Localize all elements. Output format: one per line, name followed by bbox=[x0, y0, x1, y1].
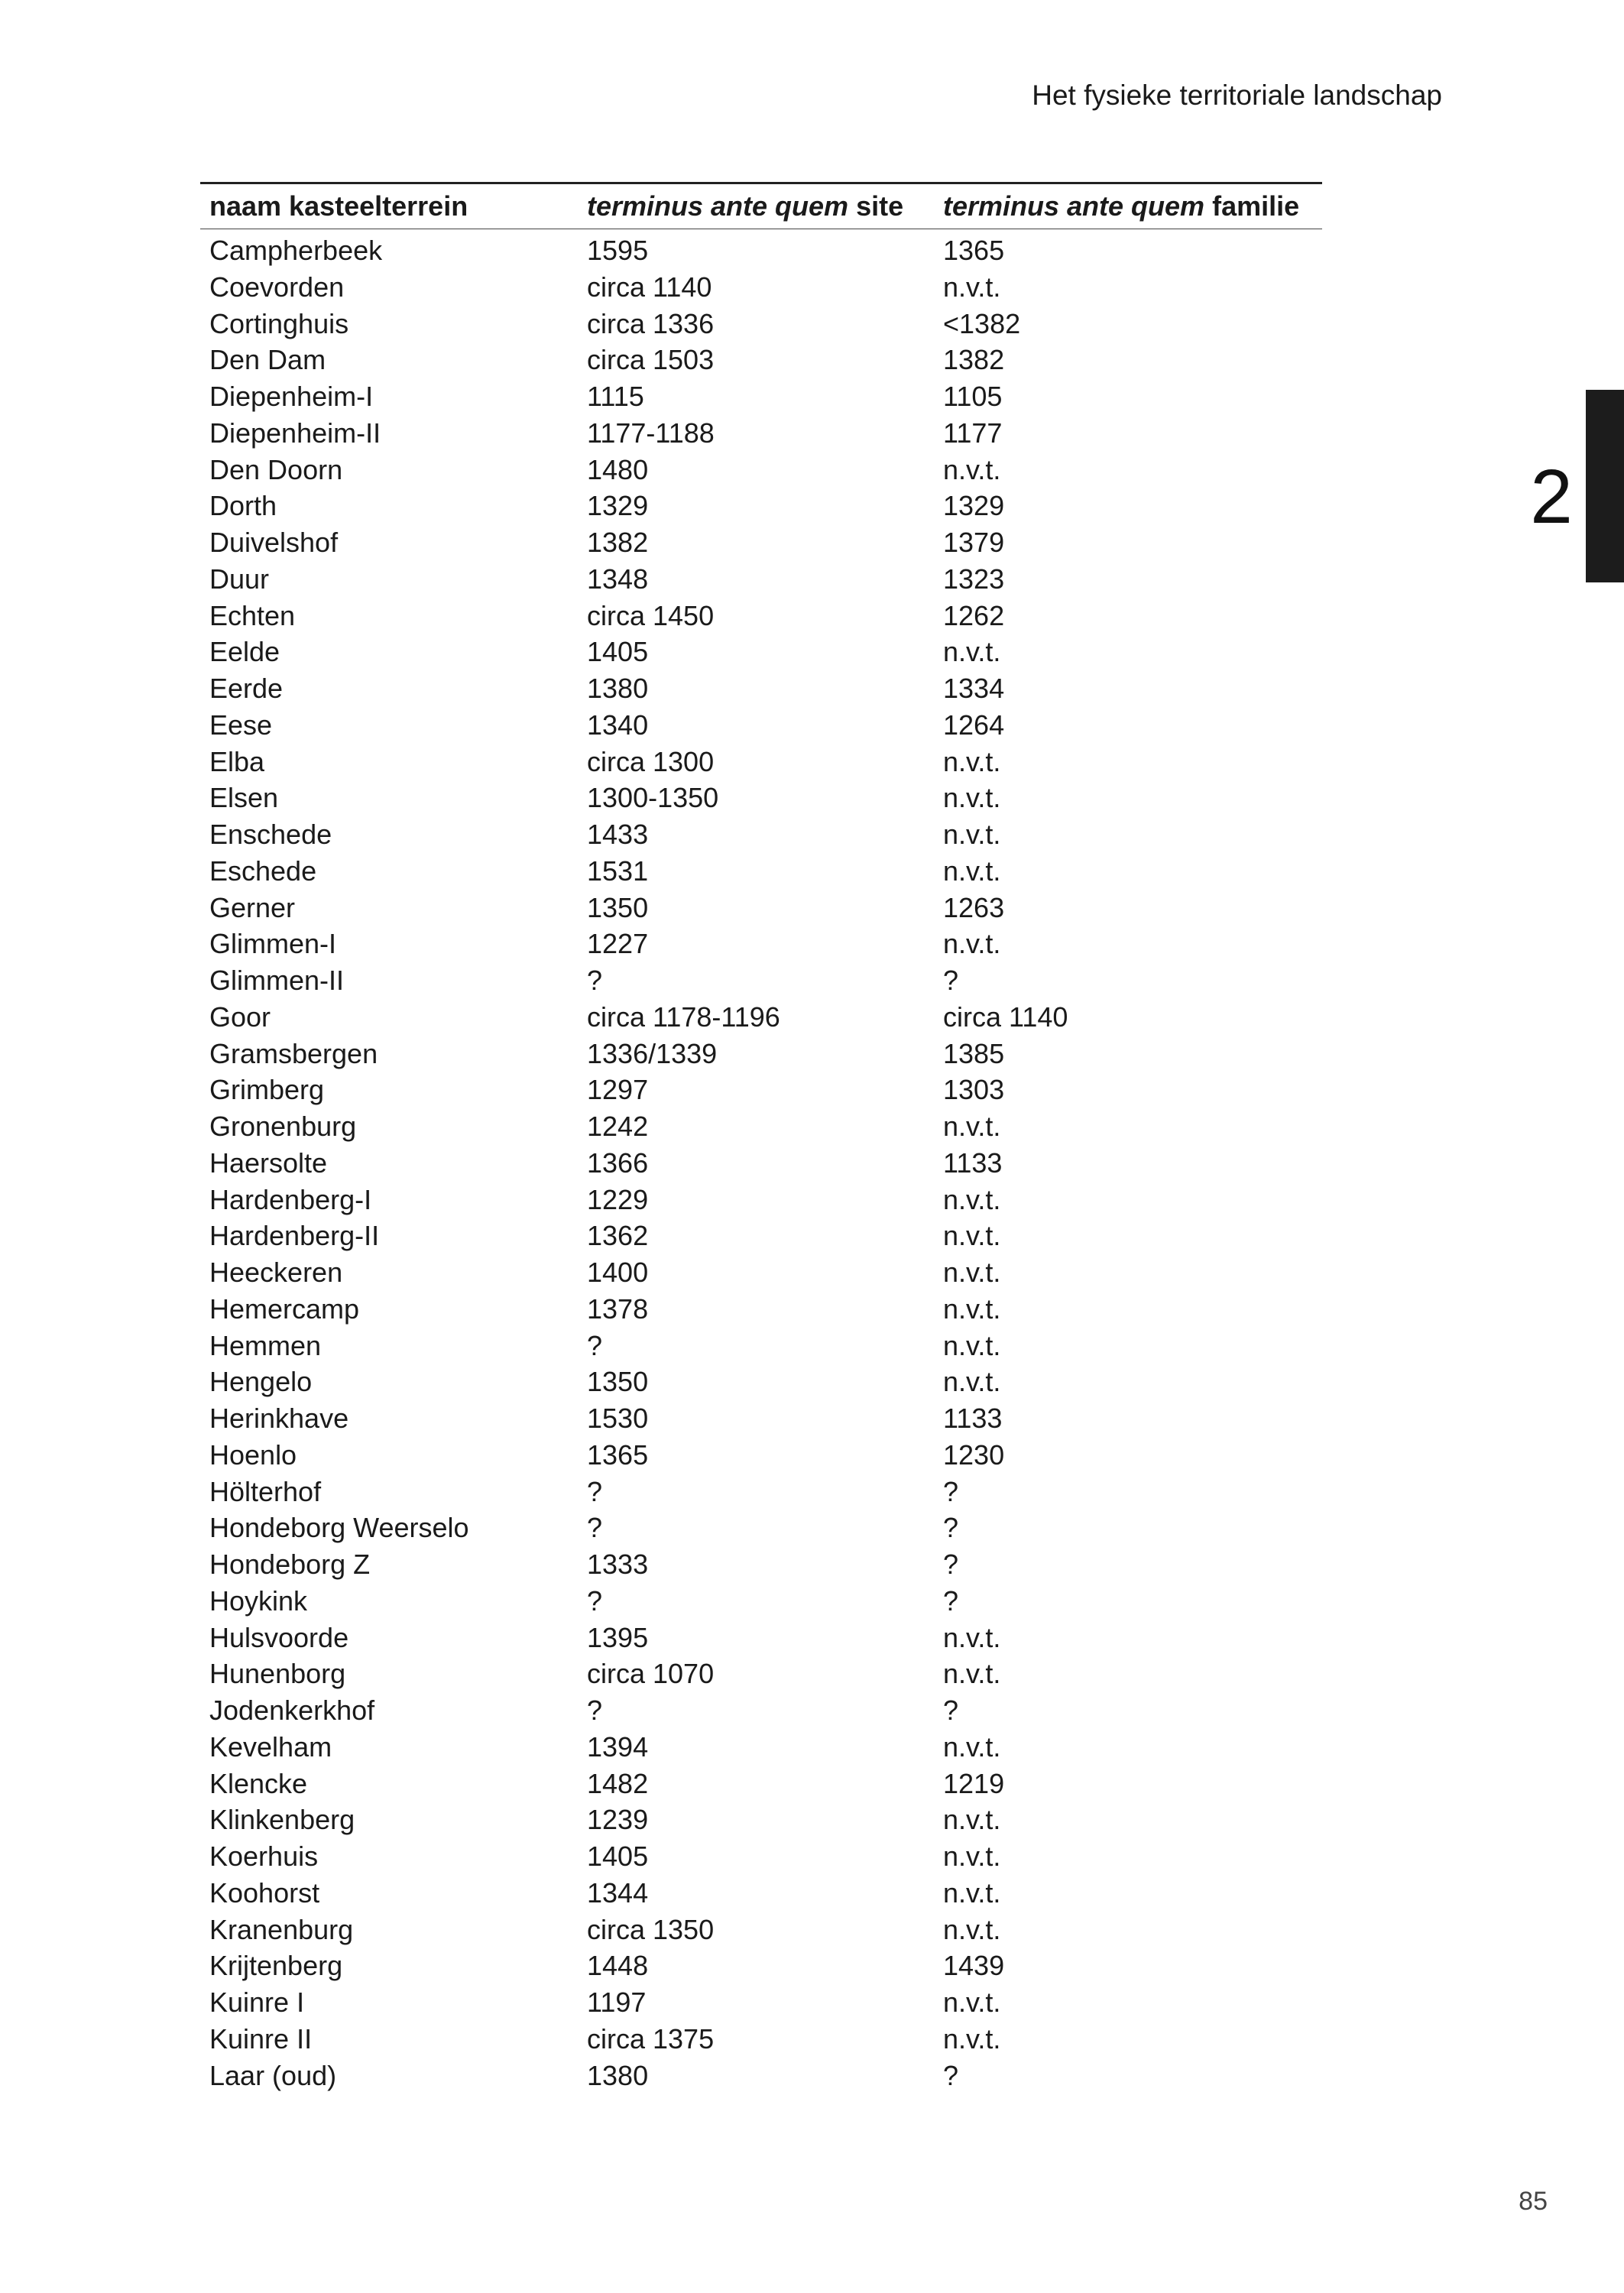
table-row bbox=[200, 890, 1322, 926]
taq-site-cell: 1336/1339 bbox=[587, 1037, 718, 1069]
taq-family-cell: n.v.t. bbox=[943, 1220, 1001, 1252]
table-row bbox=[200, 2058, 1322, 2094]
site-name-cell: Echten bbox=[209, 599, 296, 631]
table-row bbox=[200, 1072, 1322, 1108]
taq-family-cell: n.v.t. bbox=[943, 745, 1001, 777]
taq-family-cell: 1264 bbox=[943, 709, 1005, 741]
taq-family-cell: ? bbox=[943, 1695, 959, 1726]
taq-site-cell: circa 1336 bbox=[587, 307, 715, 339]
site-name-cell: Haersolte bbox=[209, 1146, 328, 1179]
taq-family-cell: 1439 bbox=[943, 1950, 1005, 1982]
column-header-site-name: naam kasteelterrein bbox=[209, 190, 468, 222]
taq-site-cell: circa 1503 bbox=[587, 344, 715, 376]
taq-family-cell: ? bbox=[943, 965, 959, 996]
table-row bbox=[200, 2021, 1322, 2058]
taq-family-cell: ? bbox=[943, 2059, 959, 2091]
taq-site-cell: ? bbox=[587, 1329, 603, 1361]
table-header-row bbox=[200, 184, 1322, 229]
taq-family-cell: n.v.t. bbox=[943, 1329, 1001, 1361]
taq-site-cell: 1378 bbox=[587, 1292, 649, 1325]
site-name-cell: Klinkenberg bbox=[209, 1804, 355, 1836]
taq-family-cell: n.v.t. bbox=[943, 636, 1001, 668]
taq-family-cell: 1263 bbox=[943, 891, 1005, 923]
site-name-cell: Kranenburg bbox=[209, 1913, 354, 1945]
taq-family-cell: ? bbox=[943, 1512, 959, 1544]
taq-family-cell: n.v.t. bbox=[943, 782, 1001, 814]
site-name-cell: Hölterhof bbox=[209, 1475, 322, 1507]
taq-site-cell: ? bbox=[587, 965, 603, 996]
site-name-cell: Hardenberg-I bbox=[209, 1183, 372, 1215]
taq-family-cell: 1382 bbox=[943, 344, 1005, 376]
table-body bbox=[200, 232, 1322, 2094]
site-name-cell: Duivelshof bbox=[209, 527, 339, 558]
site-name-cell: Coevorden bbox=[209, 271, 345, 303]
taq-family-cell: 1323 bbox=[943, 563, 1005, 595]
taq-site-cell: 1400 bbox=[587, 1257, 649, 1288]
table-row bbox=[200, 1838, 1322, 1875]
site-name-cell: Glimmen-I bbox=[209, 928, 337, 960]
taq-site-cell: circa 1450 bbox=[587, 599, 715, 631]
taq-site-cell: 1344 bbox=[587, 1876, 649, 1909]
site-name-cell: Hulsvoorde bbox=[209, 1621, 349, 1653]
taq-site-cell: 1333 bbox=[587, 1549, 649, 1580]
table-row bbox=[200, 524, 1322, 561]
taq-site-cell: 1350 bbox=[587, 1366, 649, 1398]
table-row bbox=[200, 1802, 1322, 1838]
taq-family-cell: n.v.t. bbox=[943, 453, 1001, 485]
table-row bbox=[200, 1291, 1322, 1328]
site-name-cell: Koerhuis bbox=[209, 1841, 319, 1872]
taq-family-cell: 1219 bbox=[943, 1767, 1005, 1799]
table-row bbox=[200, 1218, 1322, 1254]
taq-site-cell: 1405 bbox=[587, 636, 649, 668]
table-row bbox=[200, 1474, 1322, 1510]
taq-site-cell: 1297 bbox=[587, 1074, 649, 1106]
table-row bbox=[200, 378, 1322, 415]
table-row bbox=[200, 598, 1322, 634]
taq-site-cell: 1380 bbox=[587, 2059, 649, 2091]
site-name-cell: Koohorst bbox=[209, 1876, 320, 1909]
site-name-cell: Kuinre II bbox=[209, 2022, 313, 2055]
taq-family-cell: n.v.t. bbox=[943, 819, 1001, 850]
chapter-number: 2 bbox=[1530, 454, 1573, 540]
taq-family-cell: n.v.t. bbox=[943, 1183, 1001, 1215]
site-name-cell: Hengelo bbox=[209, 1366, 313, 1398]
running-header: Het fysieke territoriale landschap bbox=[1032, 79, 1442, 111]
table-row bbox=[200, 999, 1322, 1036]
taq-site-cell: 1350 bbox=[587, 891, 649, 923]
table-row bbox=[200, 926, 1322, 962]
taq-site-cell: 1482 bbox=[587, 1767, 649, 1799]
taq-site-cell: circa 1140 bbox=[587, 271, 712, 303]
taq-family-cell: n.v.t. bbox=[943, 1292, 1001, 1325]
taq-site-cell: 1115 bbox=[587, 381, 644, 412]
site-name-cell: Diepenheim-II bbox=[209, 417, 381, 449]
table-row bbox=[200, 744, 1322, 780]
taq-site-cell: 1227 bbox=[587, 928, 649, 960]
table-row bbox=[200, 452, 1322, 488]
site-name-cell: Enschede bbox=[209, 819, 332, 850]
taq-site-cell: 1229 bbox=[587, 1183, 649, 1215]
site-name-cell: Herinkhave bbox=[209, 1403, 349, 1434]
taq-site-cell: circa 1375 bbox=[587, 2022, 715, 2055]
table-row bbox=[200, 1546, 1322, 1583]
taq-family-cell: 1385 bbox=[943, 1037, 1005, 1069]
site-name-cell: Goor bbox=[209, 1001, 271, 1033]
taq-family-cell: n.v.t. bbox=[943, 1841, 1001, 1872]
taq-family-cell: 1262 bbox=[943, 599, 1005, 631]
taq-family-cell: 1133 bbox=[943, 1403, 1003, 1434]
table-row bbox=[200, 853, 1322, 890]
taq-site-cell: 1366 bbox=[587, 1146, 649, 1179]
table-row bbox=[200, 306, 1322, 342]
taq-site-cell: 1405 bbox=[587, 1841, 649, 1872]
table-row bbox=[200, 1729, 1322, 1766]
taq-site-cell: 1480 bbox=[587, 453, 649, 485]
taq-site-cell: ? bbox=[587, 1695, 603, 1726]
site-name-cell: Jodenkerkhof bbox=[209, 1695, 375, 1726]
taq-family-cell: 1303 bbox=[943, 1074, 1005, 1106]
site-name-cell: Eschede bbox=[209, 855, 317, 887]
taq-site-cell: ? bbox=[587, 1475, 603, 1507]
table-row bbox=[200, 1912, 1322, 1948]
column-header-taq-site: terminus ante quem site bbox=[587, 190, 904, 222]
site-name-cell: Grimberg bbox=[209, 1074, 325, 1106]
taq-family-cell: n.v.t. bbox=[943, 1987, 1001, 2018]
taq-family-cell: n.v.t. bbox=[943, 1257, 1001, 1288]
site-name-cell: Gerner bbox=[209, 891, 296, 923]
site-name-cell: Kuinre I bbox=[209, 1987, 305, 2018]
table-row bbox=[200, 634, 1322, 670]
taq-site-cell: circa 1300 bbox=[587, 745, 715, 777]
taq-family-cell: 1379 bbox=[943, 527, 1005, 558]
site-name-cell: Eese bbox=[209, 709, 273, 741]
data-table bbox=[200, 184, 1322, 229]
taq-site-cell: 1595 bbox=[587, 235, 649, 266]
taq-family-cell: n.v.t. bbox=[943, 928, 1001, 960]
taq-site-cell: 1300-1350 bbox=[587, 782, 719, 814]
table-row bbox=[200, 269, 1322, 306]
site-name-cell: Den Doorn bbox=[209, 453, 343, 485]
taq-site-cell: 1197 bbox=[587, 1987, 647, 2018]
taq-family-cell: n.v.t. bbox=[943, 1366, 1001, 1398]
taq-family-cell: n.v.t. bbox=[943, 2022, 1001, 2055]
taq-family-cell: circa 1140 bbox=[943, 1001, 1068, 1033]
taq-family-cell: n.v.t. bbox=[943, 1111, 1001, 1142]
taq-site-cell: 1530 bbox=[587, 1403, 649, 1434]
table-row bbox=[200, 342, 1322, 378]
table-row bbox=[200, 707, 1322, 744]
taq-family-cell: 1230 bbox=[943, 1438, 1005, 1471]
taq-family-cell: 1334 bbox=[943, 673, 1005, 704]
taq-family-cell: 1133 bbox=[943, 1146, 1003, 1179]
table-row bbox=[200, 670, 1322, 707]
taq-site-cell: 1394 bbox=[587, 1730, 649, 1763]
taq-site-cell: 1382 bbox=[587, 527, 649, 558]
taq-family-cell: n.v.t. bbox=[943, 1913, 1001, 1945]
site-name-cell: Gramsbergen bbox=[209, 1037, 378, 1069]
taq-site-cell: circa 1178-1196 bbox=[587, 1001, 780, 1033]
site-name-cell: Hardenberg-II bbox=[209, 1220, 380, 1252]
site-name-cell: Klencke bbox=[209, 1767, 308, 1799]
table-row bbox=[200, 1656, 1322, 1692]
taq-site-cell: 1448 bbox=[587, 1950, 649, 1982]
taq-family-cell: n.v.t. bbox=[943, 1804, 1001, 1836]
table-row bbox=[200, 1036, 1322, 1072]
table-row bbox=[200, 1510, 1322, 1546]
taq-site-cell: 1340 bbox=[587, 709, 649, 741]
table-row bbox=[200, 1766, 1322, 1802]
taq-family-cell: n.v.t. bbox=[943, 1658, 1001, 1690]
table-row bbox=[200, 1364, 1322, 1400]
taq-family-cell: <1382 bbox=[943, 307, 1021, 339]
site-name-cell: Dorth bbox=[209, 490, 277, 522]
site-name-cell: Elba bbox=[209, 745, 265, 777]
site-name-cell: Campherbeek bbox=[209, 235, 383, 266]
taq-site-cell: 1348 bbox=[587, 563, 649, 595]
taq-family-cell: n.v.t. bbox=[943, 855, 1001, 887]
taq-site-cell: 1242 bbox=[587, 1111, 649, 1142]
castle-sites-table bbox=[200, 182, 1322, 2094]
site-name-cell: Hemercamp bbox=[209, 1292, 360, 1325]
site-name-cell: Heeckeren bbox=[209, 1257, 343, 1288]
taq-site-cell: 1365 bbox=[587, 1438, 649, 1471]
taq-site-cell: ? bbox=[587, 1584, 603, 1617]
taq-site-cell: 1362 bbox=[587, 1220, 649, 1252]
taq-site-cell: circa 1070 bbox=[587, 1658, 715, 1690]
taq-site-cell: ? bbox=[587, 1512, 603, 1544]
table-row bbox=[200, 1328, 1322, 1364]
table-row bbox=[200, 780, 1322, 816]
table-row bbox=[200, 1254, 1322, 1291]
taq-family-cell: 1177 bbox=[943, 417, 1003, 449]
table-row bbox=[200, 1400, 1322, 1437]
table-row bbox=[200, 561, 1322, 598]
site-name-cell: Kevelham bbox=[209, 1730, 332, 1763]
taq-family-cell: 1105 bbox=[943, 381, 1003, 412]
site-name-cell: Den Dam bbox=[209, 344, 326, 376]
taq-family-cell: n.v.t. bbox=[943, 1621, 1001, 1653]
taq-family-cell: ? bbox=[943, 1584, 959, 1617]
site-name-cell: Eelde bbox=[209, 636, 280, 668]
taq-site-cell: 1239 bbox=[587, 1804, 649, 1836]
taq-family-cell: ? bbox=[943, 1475, 959, 1507]
site-name-cell: Hoykink bbox=[209, 1584, 308, 1617]
site-name-cell: Diepenheim-I bbox=[209, 381, 374, 412]
taq-family-cell: n.v.t. bbox=[943, 1730, 1001, 1763]
table-row bbox=[200, 816, 1322, 853]
table-row bbox=[200, 415, 1322, 452]
site-name-cell: Glimmen-II bbox=[209, 965, 345, 996]
table-row bbox=[200, 1583, 1322, 1620]
taq-site-cell: 1395 bbox=[587, 1621, 649, 1653]
column-header-taq-family: terminus ante quem familie bbox=[943, 190, 1300, 222]
taq-site-cell: circa 1350 bbox=[587, 1913, 715, 1945]
chapter-tab-marker bbox=[1586, 390, 1624, 582]
taq-site-cell: 1531 bbox=[587, 855, 649, 887]
taq-family-cell: 1329 bbox=[943, 490, 1005, 522]
site-name-cell: Hondeborg Z bbox=[209, 1549, 371, 1580]
page-number: 85 bbox=[1519, 2187, 1548, 2216]
table-row bbox=[200, 1145, 1322, 1182]
table-row bbox=[200, 962, 1322, 999]
taq-family-cell: n.v.t. bbox=[943, 1876, 1001, 1909]
table-row bbox=[200, 1108, 1322, 1145]
table-row bbox=[200, 1182, 1322, 1218]
site-name-cell: Hoenlo bbox=[209, 1438, 297, 1471]
taq-family-cell: ? bbox=[943, 1549, 959, 1580]
table-row bbox=[200, 1948, 1322, 1984]
site-name-cell: Elsen bbox=[209, 782, 279, 814]
taq-site-cell: 1329 bbox=[587, 490, 649, 522]
table-row bbox=[200, 488, 1322, 524]
table-row bbox=[200, 1620, 1322, 1656]
taq-site-cell: 1177-1188 bbox=[587, 417, 715, 449]
table-row bbox=[200, 1875, 1322, 1912]
site-name-cell: Krijtenberg bbox=[209, 1950, 343, 1982]
site-name-cell: Cortinghuis bbox=[209, 307, 349, 339]
data-table-body bbox=[200, 232, 1322, 2094]
table-row bbox=[200, 232, 1322, 269]
taq-family-cell: 1365 bbox=[943, 235, 1005, 266]
table-row bbox=[200, 1692, 1322, 1729]
site-name-cell: Eerde bbox=[209, 673, 284, 704]
site-name-cell: Hemmen bbox=[209, 1329, 322, 1361]
site-name-cell: Hondeborg Weerselo bbox=[209, 1512, 469, 1544]
table-row bbox=[200, 1437, 1322, 1474]
site-name-cell: Gronenburg bbox=[209, 1111, 357, 1142]
site-name-cell: Duur bbox=[209, 563, 270, 595]
taq-site-cell: 1433 bbox=[587, 819, 649, 850]
table-row bbox=[200, 1984, 1322, 2021]
taq-site-cell: 1380 bbox=[587, 673, 649, 704]
taq-family-cell: n.v.t. bbox=[943, 271, 1001, 303]
site-name-cell: Hunenborg bbox=[209, 1658, 346, 1690]
site-name-cell: Laar (oud) bbox=[209, 2059, 337, 2091]
